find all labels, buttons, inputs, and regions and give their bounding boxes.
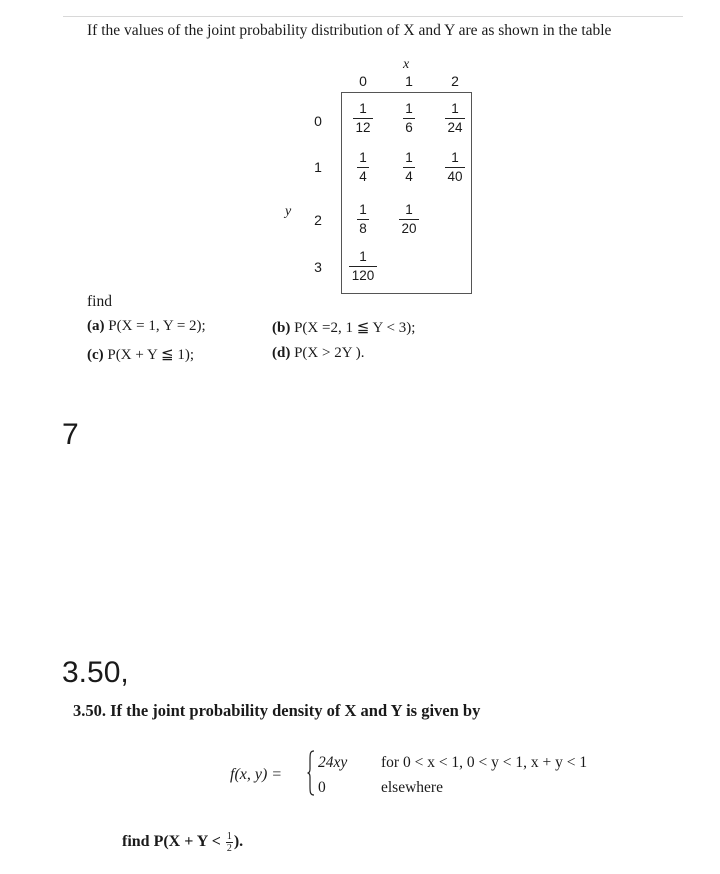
problem-350-number: 3.50. [73,701,106,720]
problem-7-intro: If the values of the joint probability distribution of X and Y are as shown in the table [87,22,612,39]
case-2-value: 0 [318,779,326,796]
part-d [272,345,365,362]
table-cell-r3-c0: 1 120 [341,250,385,283]
part-a [87,318,206,335]
part-b [272,318,415,337]
column-header-1: 1 [405,73,413,89]
row-header-2: 2 [314,212,322,228]
problem-350-text: If the joint probability density of X and Y is given by [110,701,481,720]
part-a-text: P(X = 1, Y = 2); [108,318,206,334]
find-suffix: ). [233,833,244,851]
density-function-lhs: f(x, y) = [230,766,283,783]
part-b-label: (b) [272,320,291,336]
part-c [87,345,194,364]
table-cell-r1-c0: 1 4 [341,151,385,184]
x-variable-label: x [403,57,410,72]
one-half-fraction: $\frac{1}{2}$ [226,831,232,854]
row-header-0: 0 [314,113,322,129]
row-header-1: 1 [314,159,322,175]
left-brace-icon [307,750,315,796]
top-divider [63,16,683,17]
case-1-condition: for 0 < x < 1, 0 < y < 1, x + y < 1 [381,754,588,771]
part-d-label: (d) [272,345,291,361]
table-cell-r0-c1: 1 6 [387,102,431,135]
part-d-text: P(X > 2Y ). [294,345,365,361]
problem-350-statement [73,701,480,721]
case-1-value: 24xy [318,754,348,771]
table-cell-r1-c1: 1 4 [387,151,431,184]
row-header-3: 3 [314,259,322,275]
part-c-label: (c) [87,347,104,363]
case-2-condition: elsewhere [381,779,443,796]
part-b-text: P(X =2, 1 ≦ Y < 3); [294,320,416,336]
table-cell-r2-c0: 1 8 [341,203,385,236]
table-cell-r1-c2: 1 40 [433,151,477,184]
problem-350-find [122,832,243,853]
table-cell-r0-c0: 1 12 [341,102,385,135]
column-header-0: 0 [359,73,367,89]
handwritten-number-3-50: 3.50, [62,656,129,689]
find-label: find [87,293,112,310]
part-a-label: (a) [87,318,105,334]
handwritten-number-7: 7 [62,418,79,451]
find-prefix: find P(X + Y < [122,833,221,851]
y-variable-label: y [285,204,292,219]
table-cell-r2-c1: 1 20 [387,203,431,236]
column-header-2: 2 [451,73,459,89]
part-c-text: P(X + Y ≦ 1); [107,347,194,363]
table-cell-r0-c2: 1 24 [433,102,477,135]
